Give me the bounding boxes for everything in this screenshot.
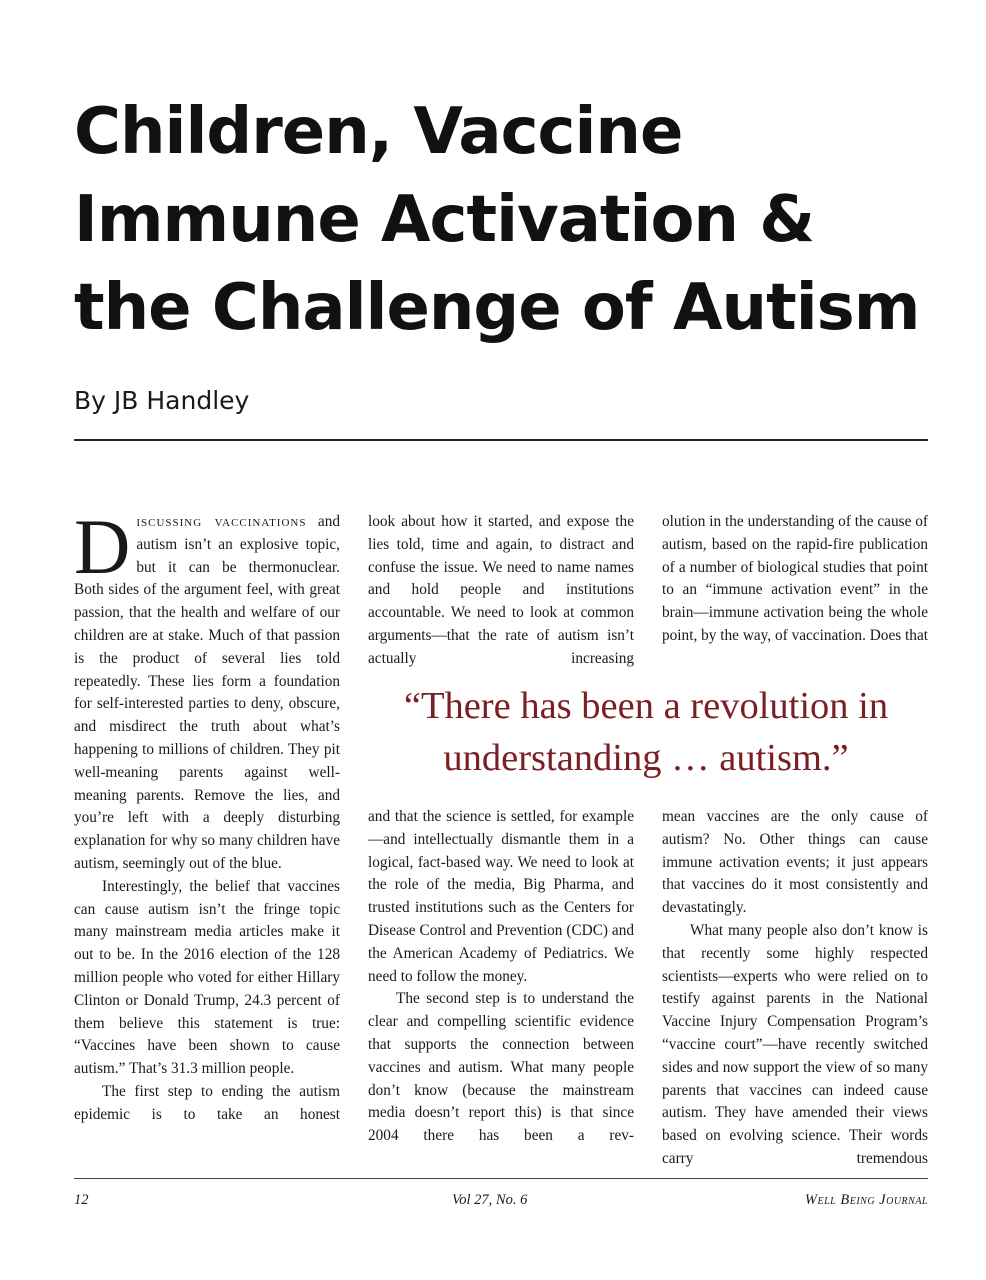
column-3-top [662,511,928,671]
header-divider [74,439,928,441]
headline-line-3: the Challenge of Autism [74,271,920,345]
paragraph: The second step is to understand the clear and compelling scientific evidence that supports the connection between vaccines and autism. What many people don’t know (because the mainstream media doesn’t report this) is that since 2004 there has been a rev- [368,990,634,1145]
paragraph: What many people also don’t know is that recently some highly respected scientists—experts who were relied on to testify against parents in the National Vaccine Injury Compensation Program’s “vaccine court”—have recently switched sides and now support the view of so many parents that vaccines can indeed cause autism. They have amended their views based on evolving science. Their words carry tremendous [662,921,928,1167]
paragraph: The first step to ending the autism epidemic is to take an honest [74,1082,340,1123]
headline-line-2: Immune Activation & [74,183,815,257]
drop-cap: D [74,503,131,590]
pull-quote-line-1: “There has been a revolution in [403,685,889,727]
byline: By JB Handley [74,386,250,415]
headline-line-1: Children, Vaccine [74,95,683,169]
article-headline [74,88,944,352]
column-2-top [368,511,634,671]
paragraph-intro-text: and autism isn’t an explosive topic, but it can be thermonuclear. Both sides of the argument feel, with great passion, that the health and welfare of our children are at stake. Much of that passion is the product of several lies told repeatedly. These lies form a foundation for self-interested parties to deny, obscure, and misdirect the truth about what’s happening to millions of children. They pit well-meaning parents against well-meaning parents. Remove the lies, and you’re left with a deeply disturbing explanation for why so many children have autism, seemingly out of the blue. [74,513,340,872]
issue-label: Vol 27, No. 6 [452,1192,528,1208]
lead-in-smallcaps: iscussing vaccinations [136,513,307,530]
column-2-bottom [368,806,634,1176]
page-number: 12 [74,1192,89,1208]
paragraph-intro [74,503,340,876]
pull-quote-line-2: understanding … autism.” [443,737,849,779]
paragraph: Interestingly, the belief that vaccines can cause autism isn’t the fringe topic many mainstream media articles make it out to be. In the 2016 election of the 128 million people who voted for either Hillary Clinton or Donald Trump, 24.3 percent of them believe this statement is true: “Vaccines have been shown to cause autism.” That’s 31.3 million people. [74,877,340,1078]
paragraph: look about how it started, and expose the lies told, time and again, to distract and confuse the issue. We need to name names and hold people and institutions accountable. We need to look at common arguments—that the rate of autism isn’t actually increasing [368,513,634,667]
column-1 [74,503,340,1171]
publication-name: Well Being Journal [804,1192,928,1208]
pull-quote [362,680,930,784]
footer-divider [74,1178,928,1179]
paragraph: olution in the understanding of the cause of autism, based on the rapid-fire publication of a number of biological studies that point to an “immune activation event” in the brain—immune activation being the whole point, by the way, of vaccination. Does that [662,513,928,644]
paragraph: mean vaccines are the only cause of autism? No. Other things can cause immune activation events; it just appears that vaccines do it most consistently and devastatingly. [662,808,928,917]
column-3-bottom [662,806,928,1176]
paragraph: and that the science is settled, for example—and intellectually dismantle them in a logical, fact-based way. We need to look at the role of the media, Big Pharma, and trusted institutions such as the Centers for Disease Control and Prevention (CDC) and the American Academy of Pediatrics. We need to follow the money. [368,808,634,985]
